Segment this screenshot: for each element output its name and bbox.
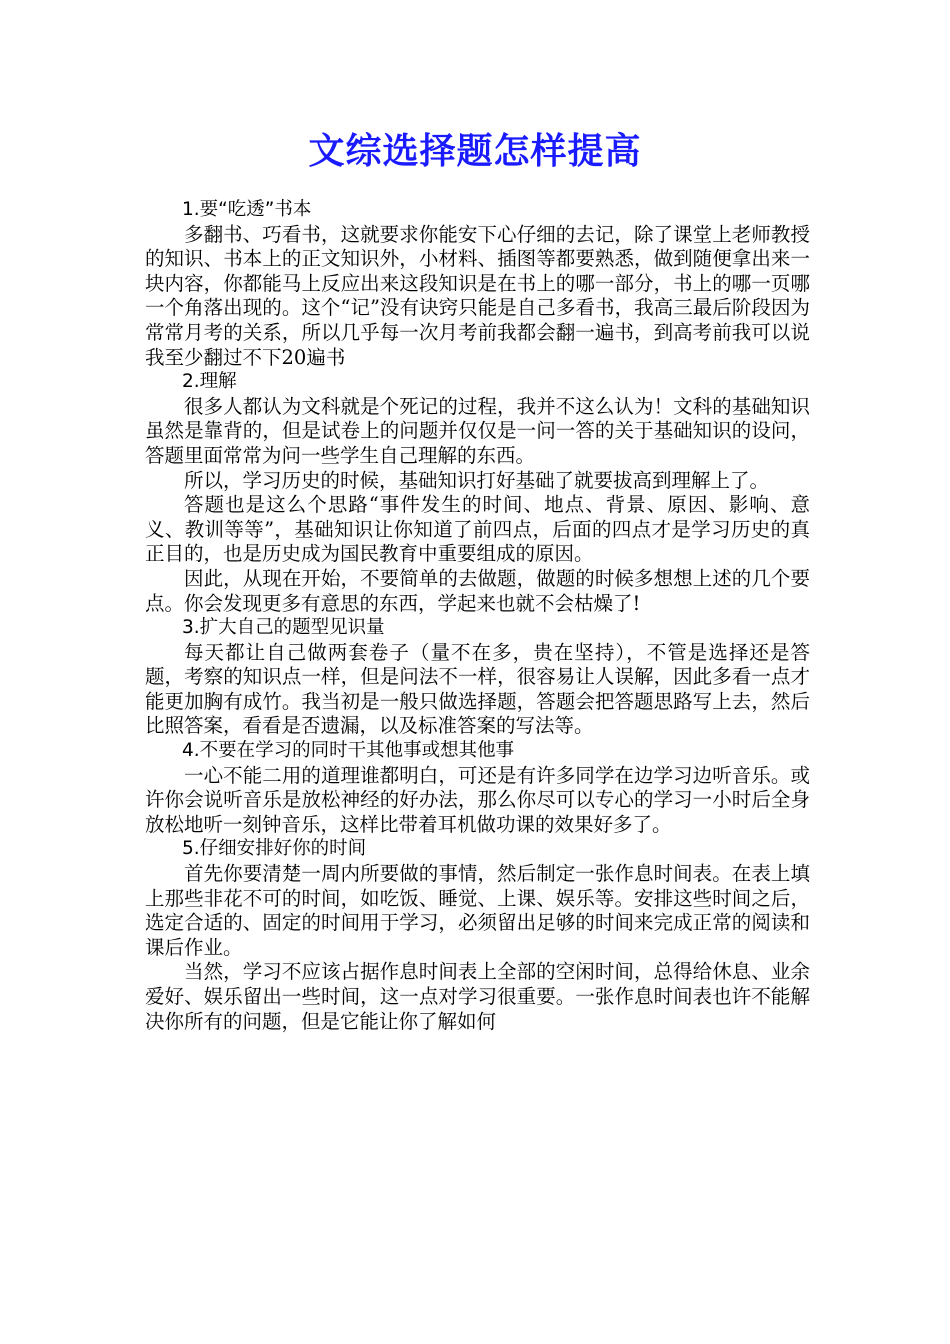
body-paragraph: 因此，从现在开始，不要简单的去做题，做题的时候多想想上述的几个要点。你会发现更多有意思的东西，学起来也就不会枯燥了! [145,566,810,615]
section-heading: 5.仔细安排好你的时间 [182,838,367,860]
document-body [145,198,810,1034]
body-paragraph: 一心不能二用的道理谁都明白，可还是有许多同学在边学习边听音乐。或许你会说听音乐是放松神经的好办法，那么你尽可以专心的学习一小时后全身放松地听一刻钟音乐，这样比带着耳机做功课的效果好多了。 [145,763,810,836]
document-title: 文综选择题怎样提高 [308,130,642,172]
body-paragraph: 很多人都认为文科就是个死记的过程，我并不这么认为！文科的基础知识虽然是靠背的，但是试卷上的问题并仅仅是一问一答的关于基础知识的设问，答题里面常常为问一些学生自己理解的东西。 [145,394,810,467]
body-paragraph: 答题也是这么个思路“事件发生的时间、地点、背景、原因、影响、意义、教训等等”，基础知识让你知道了前四点，后面的四点才是学习历史的真正目的，也是历史成为国民教育中重要组成的原因。 [145,493,810,566]
section-heading: 1.要“吃透”书本 [182,199,312,220]
body-paragraph: 每天都让自己做两套卷子（量不在多，贵在坚持），不管是选择还是答题，考察的知识点一样，但是问法不一样，很容易让人误解，因此多看一点才能更加胸有成竹。我当初是一般只做选择题，答题会把答题思路写上去，然后比照答案，看看是否遗漏，以及标准答案的写法等。 [145,640,810,738]
body-paragraph: 当然，学习不应该占据作息时间表上全部的空闲时间，总得给休息、业余爱好、娱乐留出一些时间，这一点对学习很重要。一张作息时间表也许不能解决你所有的问题，但是它能让你了解如何 [145,960,810,1033]
body-paragraph: 所以，学习历史的时候，基础知识打好基础了就要拔高到理解上了。 [184,468,770,492]
section-heading: 4.不要在学习的同时干其他事或想其他事 [182,740,515,762]
body-paragraph: 多翻书、巧看书，这就要求你能安下心仔细的去记，除了课堂上老师教授的知识、书本上的正文知识外，小材料、插图等都要熟悉，做到随便拿出来一块内容，你都能马上反应出来这段知识是在书上的哪一部分，书上的哪一页哪一个角落出现的。这个“记”没有诀窍只能是自己多看书，我高三最后阶段因为常常月考的关系，所以几乎每一次月考前我都会翻一遍书，到高考前我可以说我至少翻过不下20遍书 [145,222,810,369]
body-paragraph: 首先你要清楚一周内所要做的事情，然后制定一张作息时间表。在表上填上那些非花不可的时间，如吃饭、睡觉、上课、娱乐等。安排这些时间之后，选定合适的、固定的时间用于学习，必须留出足够的时间来完成正常的阅读和课后作业。 [145,862,810,959]
section-heading: 2.理解 [182,371,237,393]
section-heading: 3.扩大自己的题型见识量 [182,617,385,639]
